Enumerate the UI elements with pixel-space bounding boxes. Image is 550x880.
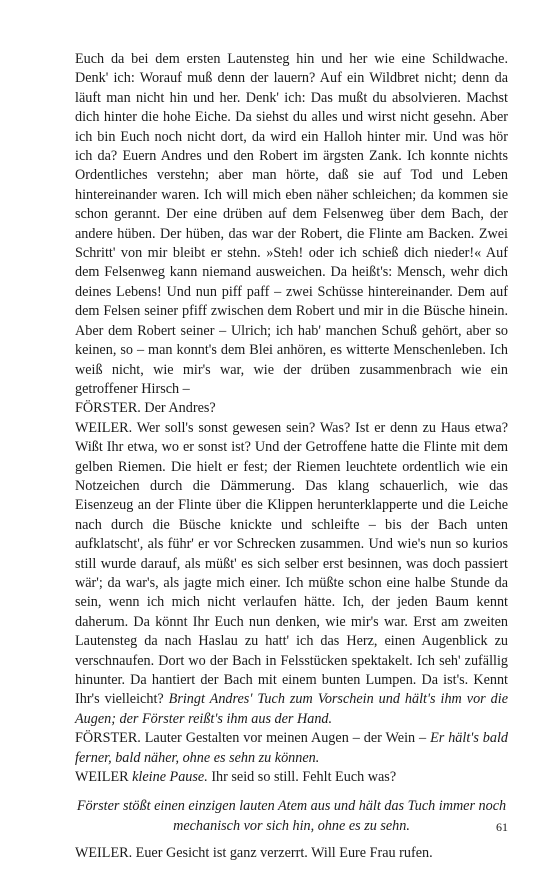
stage-direction-inline: Er hält's bald ferner, bald näher, ohne es sehn zu können. (75, 730, 508, 766)
text-segment: FÖRSTER. Lauter Gestalten vor meinen Augen – der Wein – (75, 730, 431, 747)
text-segment: Förster stößt einen einzigen lauten Atem aus und hält das Tuch immer noch mechanisch vor sich hin, ohne es zu sehn. (76, 798, 507, 834)
paragraph-weiler-narration (75, 50, 508, 399)
paragraph-foerster-wine (75, 729, 508, 768)
page-number: 61 (496, 820, 508, 834)
text-segment: WEILER. Euer Gesicht ist ganz verzerrt. Will Eure Frau rufen. (75, 845, 433, 862)
text-segment: Ihr seid so still. Fehlt Euch was? (207, 769, 397, 786)
paragraph-weiler-pause (75, 768, 508, 787)
text-segment: Euch da bei dem ersten Lautensteg hin und her wie eine Schildwache. Denk' ich: Worauf muß denn der lauern? Auf ein Wildbret nicht; denn da läuft man nicht hin und her. Denk' ich: Das mußt du absolvieren. Machst dich hinter die hohe Eiche. Da siehst du alles und wirst nicht gesehn. Aber ich bin Euch noch nicht dort, da wird ein Halloh hinter mir. Und was hör ich da? Euern Andres und den Robert im ärgsten Zank. Ich konnte nichts Ordentliches verstehn; aber man hörte, daß sie auf Tod und Leben hintereinander waren. Ich will mich eben näher schleichen; da kommen sie schon gerannt. Der eine drüben auf dem Felsenweg über dem Bach, der andere hüben. Der hüben, das war der Robert, die Flinte am Backen. Zwei Schritt' von mir bleibt er stehn. »Steh! oder ich schieß dich nieder!« Auf dem Felsenweg kann niemand ausweichen. Da heißt's: Mensch, wehr dich deines Lebens! Und nun piff paff – zwei Schüsse hintereinander. Dem auf dem Felsen seiner pfiff zwischen dem Robert und mir in die Büsche hinein. Aber dem Robert seiner – Ulrich; ich hab' manchen Schuß gehört, aber so keinen, so – man konnt's dem Blei anhören, es witterte Menschenleben. Ich weiß nicht, wie mir's war, wie der drüben zusammenbrach wie ein getroffener Hirsch – (75, 51, 508, 397)
text-segment: FÖRSTER. Der Andres? (75, 400, 216, 417)
page-body-text (75, 50, 508, 864)
paragraph-foerster-question (75, 399, 508, 418)
paragraph-weiler-face (75, 844, 508, 863)
paragraph-weiler-reply (75, 419, 508, 730)
stage-direction-inline: Bringt Andres' Tuch zum Vorschein und hält's ihm vor die Augen; der Förster reißt's ihm aus der Hand. (75, 691, 508, 727)
text-segment: WEILER. Wer soll's sonst gewesen sein? Was? Ist er denn zu Haus etwa? Wißt Ihr etwa, wo er sonst ist? Und der Getroffene hatte die Flinte mit dem gelben Riemen. Die hielt er fest; der Riemen leuchtete ordentlich wie ein Notzeichen durch die Dämmerung. Das klang schauerlich, wie das Eisenzeug an der Flinte über die Klippen herunterklapperte und die Leiche nach durch die Büsche knickte und schleifte – bis der Bach unten aufklatscht', als führ' er vor Schrecken zusammen. Und wie's nun so kurios still wurde darauf, als müßt' es sich selber erst besinnen, was doch passiert wär'; da war's, als jagte mich einer. Ich müßte schon eine halbe Stunde da sein, wenn ich mich nicht verlaufen hätte. Ich, der jeden Baum kennt daherum. Da könnt Ihr Euch nun denken, wie mir's war. Erst am zweiten Lautensteg da nach Haslau zu hatt' ich das Herz, einen Augenblick zu verschnaufen. Dort wo der Bach in Felsstücken spektakelt. Ich seh' zufällig hinunter. Da hantiert der Bach mit einem bunten Lumpen. Da ist's. Kennt Ihr's vielleicht? (75, 419, 508, 708)
stage-direction-block (75, 797, 508, 836)
stage-direction-inline: kleine Pause. (132, 769, 208, 786)
text-segment: WEILER (75, 769, 133, 786)
